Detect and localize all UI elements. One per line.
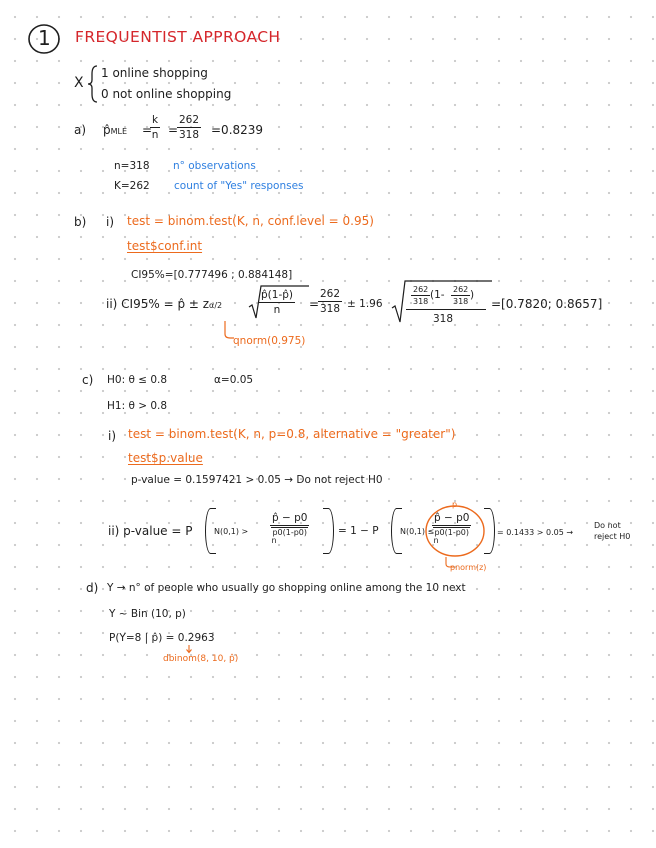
mle-numerator: 262 bbox=[179, 114, 200, 126]
equals-1: = bbox=[142, 123, 153, 137]
part-b-label: b) bbox=[74, 215, 87, 229]
n01-greater: N(0,1) > bbox=[214, 527, 249, 536]
n-symbol: n bbox=[151, 128, 159, 141]
p-value-result: = 0.1433 > 0.05 → bbox=[497, 528, 574, 537]
alt-hypothesis: H1: θ > 0.8 bbox=[107, 400, 168, 412]
variable-option-0: 0 not online shopping bbox=[101, 87, 232, 101]
conclusion-line-2: reject H0 bbox=[594, 532, 631, 541]
z-fraction-2 bbox=[432, 513, 471, 545]
z2-denominator bbox=[433, 526, 470, 545]
y-distribution: Y ~ Bin (10, p) bbox=[109, 608, 186, 620]
z2-numerator: p̂ − p0 bbox=[434, 512, 470, 524]
mle-subscript: MLE bbox=[110, 127, 128, 136]
k-symbol: k bbox=[152, 114, 159, 126]
sqrt-numerator: p̂(1-p̂) bbox=[261, 289, 293, 301]
z-subscript: α/2 bbox=[209, 301, 223, 310]
n01-leq: N(0,1) ≤ bbox=[400, 527, 435, 536]
conclusion-line-1: Do not bbox=[594, 521, 621, 530]
z2-den-n: n bbox=[433, 535, 439, 545]
variable-name: X bbox=[74, 75, 84, 91]
part-b-i-label: i) bbox=[106, 215, 115, 229]
inner-num-b: 262 bbox=[453, 285, 469, 294]
inner-fraction-a bbox=[411, 286, 430, 306]
y-definition: Y → n° of people who usually go shopping online among the 10 next bbox=[107, 582, 466, 594]
p-mark: p bbox=[452, 500, 458, 509]
right-paren-1 bbox=[323, 508, 334, 554]
z1-den-n: n bbox=[271, 535, 277, 545]
ci-formula-start: ii) CI95% = p̂ ± z bbox=[106, 297, 210, 311]
ci-result-2: =[0.7820; 0.8657] bbox=[491, 297, 603, 311]
variable-option-1: 1 online shopping bbox=[101, 66, 208, 80]
ci-equals: = bbox=[309, 297, 320, 311]
sqrt-denominator: n bbox=[273, 303, 281, 316]
z1-den-top: p0(1-p0) bbox=[272, 527, 308, 537]
part-d-label: d) bbox=[86, 581, 99, 595]
big-fraction-den: 318 bbox=[433, 313, 454, 325]
ci-result: CI95%=[0.777496 ; 0.884148] bbox=[131, 269, 293, 281]
z2-den-top: p0(1-p0) bbox=[434, 527, 470, 537]
k-definition: K=262 bbox=[114, 180, 150, 192]
inner-paren-close: ) bbox=[470, 289, 475, 301]
right-paren-2 bbox=[484, 508, 495, 554]
conf-int-code: test$conf.int bbox=[127, 239, 203, 253]
one-minus-p: = 1 − P bbox=[338, 525, 379, 537]
page-title: FREQUENTIST APPROACH bbox=[75, 28, 281, 46]
part-c-ii-label: ii) p-value = P bbox=[108, 524, 193, 538]
k-note: count of "Yes" responses bbox=[174, 180, 304, 192]
inner-paren: (1- bbox=[430, 289, 445, 301]
z1-numerator: p̂ − p0 bbox=[272, 512, 308, 524]
plus-minus-z: ± 1.96 bbox=[347, 298, 383, 310]
mle-denominator: 318 bbox=[179, 128, 200, 141]
z1-denominator bbox=[271, 526, 308, 545]
part-b-ii-formula bbox=[106, 298, 222, 310]
p-value-code: test$p.value bbox=[128, 451, 203, 465]
dbinom-arrow bbox=[185, 644, 193, 654]
inner-den-a: 318 bbox=[413, 297, 429, 306]
sqrt-fraction-1 bbox=[259, 290, 295, 315]
left-brace bbox=[87, 64, 99, 104]
part-c-i-label: i) bbox=[108, 429, 117, 443]
ci-fraction bbox=[318, 289, 342, 314]
ci-fraction-num: 262 bbox=[320, 288, 341, 300]
binom-test-code: test = binom.test(K, n, conf.level = 0.95) bbox=[127, 214, 374, 228]
part-a-label: a) bbox=[74, 123, 87, 137]
null-hypothesis: H0: θ ≤ 0.8 bbox=[107, 374, 168, 386]
p-hat: p̂ bbox=[103, 123, 111, 137]
n-definition: n=318 bbox=[114, 160, 150, 172]
pnorm-note: pnorm(z) bbox=[450, 563, 487, 572]
dbinom-note: dbinom(8, 10, p̂) bbox=[163, 654, 239, 664]
p-value-line: p-value = 0.1597421 > 0.05 → Do not reject H0 bbox=[131, 474, 383, 486]
qnorm-note: qnorm(0.975) bbox=[233, 335, 306, 347]
equals-2: = bbox=[168, 123, 179, 137]
section-number: 1 bbox=[38, 26, 51, 50]
ci-fraction-den: 318 bbox=[320, 302, 341, 315]
inner-fraction-b bbox=[451, 286, 470, 306]
mle-fraction bbox=[177, 115, 201, 140]
inner-num-a: 262 bbox=[413, 285, 429, 294]
inner-den-b: 318 bbox=[453, 297, 469, 306]
mle-result: =0.8239 bbox=[211, 123, 264, 137]
binom-test-greater-code: test = binom.test(K, n, p=0.8, alternative = "greater") bbox=[128, 427, 456, 441]
n-note: n° observations bbox=[173, 160, 256, 172]
part-c-label: c) bbox=[82, 373, 94, 387]
y-probability: P(Y=8 | p̂) = 0.2963 bbox=[109, 632, 215, 644]
alpha-level: α=0.05 bbox=[214, 374, 254, 386]
z-fraction-1 bbox=[270, 513, 309, 545]
k-over-n bbox=[150, 115, 160, 140]
big-fraction-line bbox=[406, 309, 486, 310]
p-hat-mle bbox=[103, 124, 127, 136]
